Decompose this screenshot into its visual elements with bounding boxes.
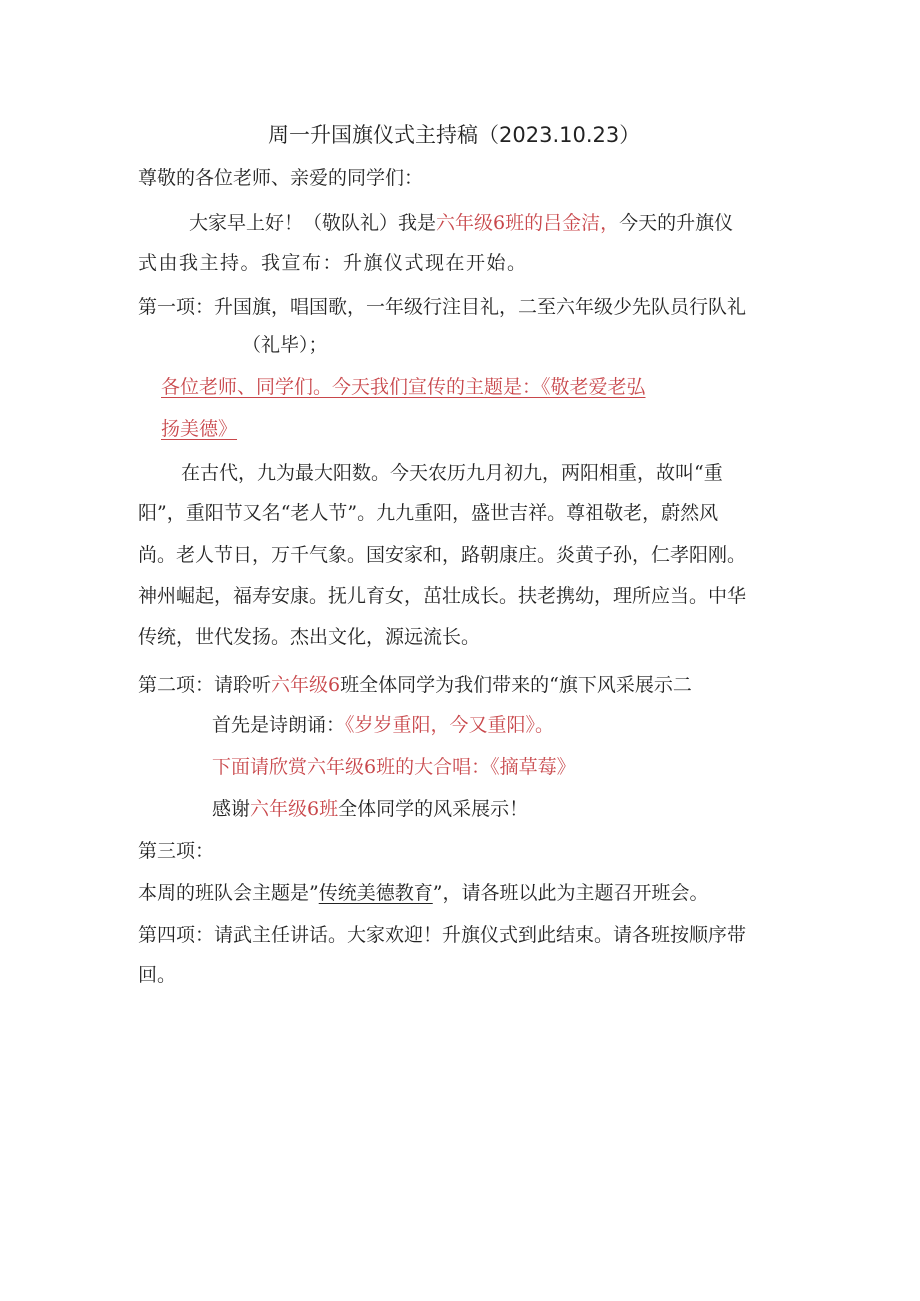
item3-label: 第三项： bbox=[138, 840, 215, 862]
item2-text-b: 班全体同学为我们带来的“旗下风采展示二 bbox=[340, 674, 692, 696]
item2-thanks-line bbox=[212, 796, 528, 822]
opening-text-b: 今天的升旗仪 bbox=[619, 212, 734, 234]
opening-line-1 bbox=[189, 210, 733, 236]
thanks-class-highlight: 六年级6班 bbox=[250, 798, 339, 820]
opening-text-a: 大家早上好！（敬队礼）我是 bbox=[189, 212, 437, 234]
item4-line-2: 回。 bbox=[138, 964, 177, 986]
item3-text-a: 本周的班队会主题是” bbox=[138, 882, 319, 904]
item1-line-2: （礼毕）； bbox=[242, 334, 328, 356]
item2-class-highlight: 六年级6 bbox=[271, 674, 341, 696]
item2-text-a: 第二项：请聆听 bbox=[138, 674, 272, 696]
poem-intro: 首先是诗朗诵： bbox=[212, 714, 346, 736]
item1-line-1: 第一项：升国旗，唱国歌，一年级行注目礼，二至六年级少先队员行队礼 bbox=[138, 296, 747, 318]
thanks-text-a: 感谢 bbox=[212, 798, 251, 820]
opening-line-2: 式由我主持。我宣布：升旗仪式现在开始。 bbox=[138, 252, 528, 274]
thanks-text-b: 全体同学的风采展示！ bbox=[338, 798, 529, 820]
item3-line bbox=[138, 880, 708, 906]
class-meeting-theme: 传统美德教育 bbox=[318, 882, 433, 904]
paragraph-line-3: 尚。老人节日，万千气象。国安家和，路朝康庄。炎黄子孙，仁孝阳刚。 bbox=[138, 544, 747, 566]
item2-poem-line bbox=[212, 712, 554, 738]
item3-text-b: ”，请各班以此为主题召开班会。 bbox=[432, 882, 709, 904]
item2-song-line: 下面请欣赏六年级6班的大合唱：《摘草莓》 bbox=[212, 756, 576, 778]
paragraph-line-2: 阳”，重阳节又名“老人节”。九九重阳，盛世吉祥。尊祖敬老，蔚然风 bbox=[138, 502, 719, 524]
item2-line-1 bbox=[138, 672, 692, 698]
paragraph-line-4: 神州崛起，福寿安康。抚儿育女，茁壮成长。扶老携幼，理所应当。中华 bbox=[138, 585, 747, 607]
greeting: 尊敬的各位老师、亲爱的同学们： bbox=[138, 167, 424, 189]
document-title: 周一升国旗仪式主持稿（2023.10.23） bbox=[268, 123, 641, 147]
host-name-highlight: 六年级6班的吕金洁， bbox=[436, 212, 620, 234]
item4-line-1: 第四项：请武主任讲话。大家欢迎！升旗仪式到此结束。请各班按顺序带 bbox=[138, 924, 747, 946]
theme-line-1: 各位老师、同学们。今天我们宣传的主题是：《敬老爱老弘 bbox=[161, 376, 646, 398]
poem-title: 《岁岁重阳，今又重阳》。 bbox=[345, 714, 555, 736]
paragraph-line-5: 传统，世代发扬。杰出文化，源远流长。 bbox=[138, 626, 481, 648]
theme-line-2: 扬美德》 bbox=[161, 418, 238, 440]
paragraph-line-1: 在古代，九为最大阳数。今天农历九月初九，两阳相重，故叫“重 bbox=[181, 462, 723, 484]
